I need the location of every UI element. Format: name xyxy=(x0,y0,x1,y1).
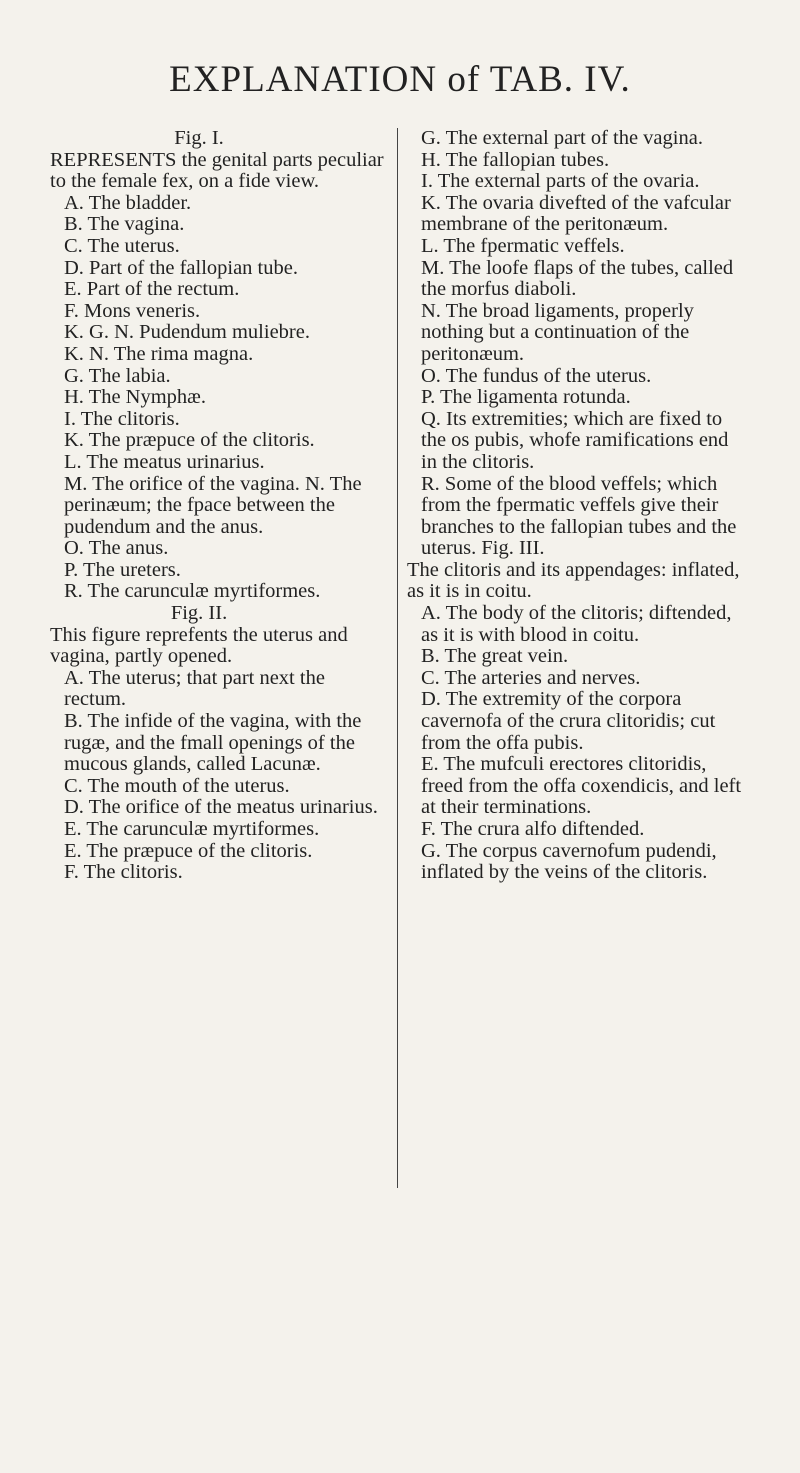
legend-item: D. The orifice of the meatus urinarius. xyxy=(64,796,378,819)
figure-heading: Fig. I. xyxy=(174,127,224,149)
legend-item: A. The bladder. xyxy=(64,191,192,214)
legend-item: H. The Nymphæ. xyxy=(64,386,206,409)
paragraph: This figure reprefents the uterus and vagina, partly opened. xyxy=(50,623,348,668)
legend-item: O. The anus. xyxy=(64,537,169,560)
legend-item: I. The clitoris. xyxy=(64,407,180,430)
legend-item: K. N. The rima magna. xyxy=(64,342,254,365)
legend-item: M. The loofe flaps of the tubes, called the morfus diaboli. xyxy=(421,256,734,301)
legend-item: A. The body of the clitoris; diftended, as it is with blood in coitu. xyxy=(421,602,732,646)
legend-item: A. The uterus; that part next the rectum. xyxy=(64,666,325,711)
legend-item: Q. Its extremities; which are fixed to the os pubis, whofe ramifications end in the clitoris. xyxy=(421,407,729,473)
legend-item: B. The vagina. xyxy=(64,213,185,236)
legend-item: E. The mufculi erectores clitoridis, freed from the offa coxendicis, and left at their terminations. xyxy=(421,753,742,819)
legend-item: B. The great vein. xyxy=(421,645,569,668)
legend-item: C. The arteries and nerves. xyxy=(421,666,641,689)
legend-item: M. The orifice of the vagina. N. The perinæum; the fpace between the pudendum and the anus. xyxy=(64,472,362,538)
column-divider xyxy=(397,128,398,1188)
legend-item: C. The mouth of the uterus. xyxy=(64,774,290,797)
legend-item: F. The clitoris. xyxy=(64,861,183,884)
legend-item: K. G. N. Pudendum muliebre. xyxy=(64,321,310,344)
left-column xyxy=(50,128,388,884)
legend-item: O. The fundus of the uterus. xyxy=(421,364,652,387)
figure-heading: Fig. II. xyxy=(170,602,228,625)
legend-item: D. The extremity of the corpora cavernofa of the crura clitoridis; cut from the offa pubis. xyxy=(421,688,716,754)
legend-item: D. Part of the fallopian tube. xyxy=(64,256,298,279)
page-title: EXPLANATION of TAB. IV. xyxy=(169,59,631,100)
legend-item: E. Part of the rectum. xyxy=(64,278,240,301)
legend-item: R. Some of the blood veffels; which from the fpermatic veffels give their branches to the fallopian tubes and the uterus. Fig. III. xyxy=(421,472,737,560)
legend-item: N. The broad ligaments, properly nothing but a continuation of the peritonæum. xyxy=(421,299,694,365)
legend-item: E. The præpuce of the clitoris. xyxy=(64,839,313,862)
legend-item: L. The fpermatic veffels. xyxy=(421,234,625,257)
right-column xyxy=(407,128,742,884)
legend-item: P. The ligamenta rotunda. xyxy=(421,386,631,409)
legend-item: G. The external part of the vagina. xyxy=(421,127,703,149)
legend-item: B. The infide of the vagina, with the rugæ, and the fmall openings of the mucous glands, called Lacunæ. xyxy=(64,710,362,776)
legend-item: R. The carunculæ myrtiformes. xyxy=(64,580,321,603)
legend-item: G. The labia. xyxy=(64,364,171,387)
legend-item: L. The meatus urinarius. xyxy=(64,450,265,473)
legend-item: F. Mons veneris. xyxy=(64,299,201,322)
legend-item: K. The præpuce of the clitoris. xyxy=(64,429,315,452)
paragraph: The clitoris and its appendages: inflated, as it is in coitu. xyxy=(407,558,740,603)
legend-item: E. The carunculæ myrtiformes. xyxy=(64,818,320,840)
legend-item: K. The ovaria divefted of the vafcular membrane of the peritonæum. xyxy=(421,191,731,236)
legend-item: H. The fallopian tubes. xyxy=(421,148,610,171)
legend-item: I. The external parts of the ovaria. xyxy=(421,170,700,193)
legend-item: F. The crura alfo diftended. xyxy=(421,818,645,840)
legend-item: G. The corpus cavernofum pudendi, inflated by the veins of the clitoris. xyxy=(421,839,717,884)
legend-item: C. The uterus. xyxy=(64,234,180,257)
paragraph: REPRESENTS the genital parts peculiar to the female fex, on a fide view. xyxy=(50,148,384,193)
legend-item: P. The ureters. xyxy=(64,558,181,581)
